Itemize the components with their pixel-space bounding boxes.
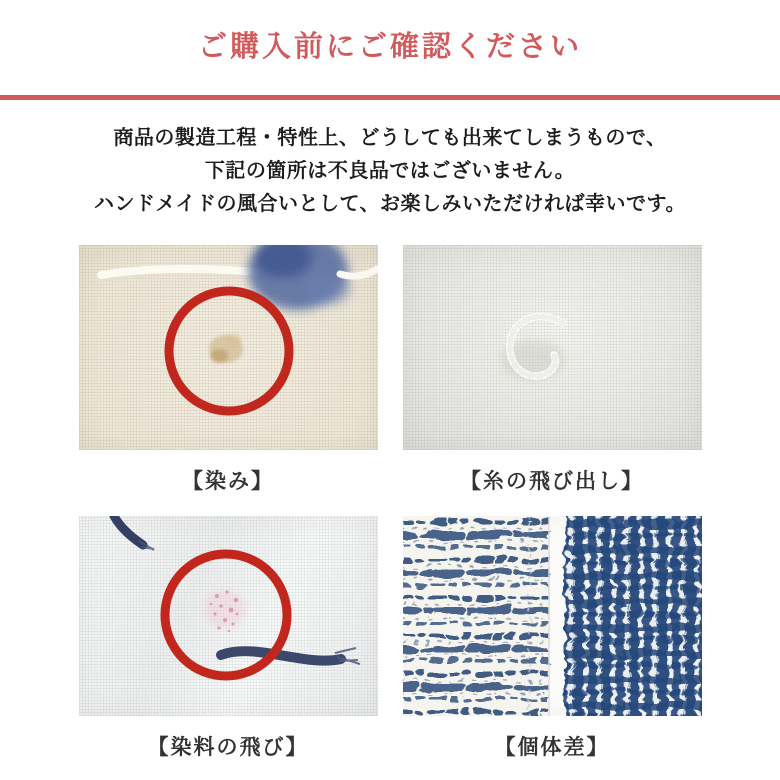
caption-dye: 【染料の飛び】 [147, 736, 309, 759]
divider-line [0, 95, 780, 100]
intro-text [0, 122, 780, 221]
caption-stain: 【染み】 [182, 470, 274, 493]
page-title: ご購入前にご確認ください [197, 31, 582, 63]
photo-thread [403, 245, 702, 450]
example-grid [0, 245, 780, 761]
photo-thread-overlay [403, 245, 702, 450]
photo-stain [79, 245, 378, 450]
intro-line-1: 商品の製造工程・特性上、どうしても出来てしまうもので、 [113, 127, 667, 149]
tan-stain [209, 334, 243, 363]
navy-stitch-bottom [221, 648, 360, 664]
figure-variation [403, 516, 702, 761]
caption-thread: 【糸の飛び出し】 [460, 470, 644, 493]
photo-dye-overlay [79, 516, 378, 716]
shibori-left-panel [403, 516, 549, 716]
figure-stain [79, 245, 378, 495]
caption-variation: 【個体差】 [494, 736, 610, 759]
photo-stain-overlay [79, 245, 378, 450]
intro-line-3: ハンドメイドの風合いとして、お楽しみいただければ幸いです。 [94, 193, 686, 215]
photo-dye [79, 516, 378, 716]
figure-thread [403, 245, 702, 495]
photo-variation [403, 516, 702, 716]
photo-variation-overlay [403, 516, 702, 716]
intro-line-2: 下記の箇所は不良品ではございません。 [204, 160, 576, 182]
navy-stitch-top [114, 516, 154, 550]
shibori-right-panel [565, 516, 702, 716]
pink-dye-wash [204, 590, 246, 628]
figure-dye [79, 516, 378, 761]
